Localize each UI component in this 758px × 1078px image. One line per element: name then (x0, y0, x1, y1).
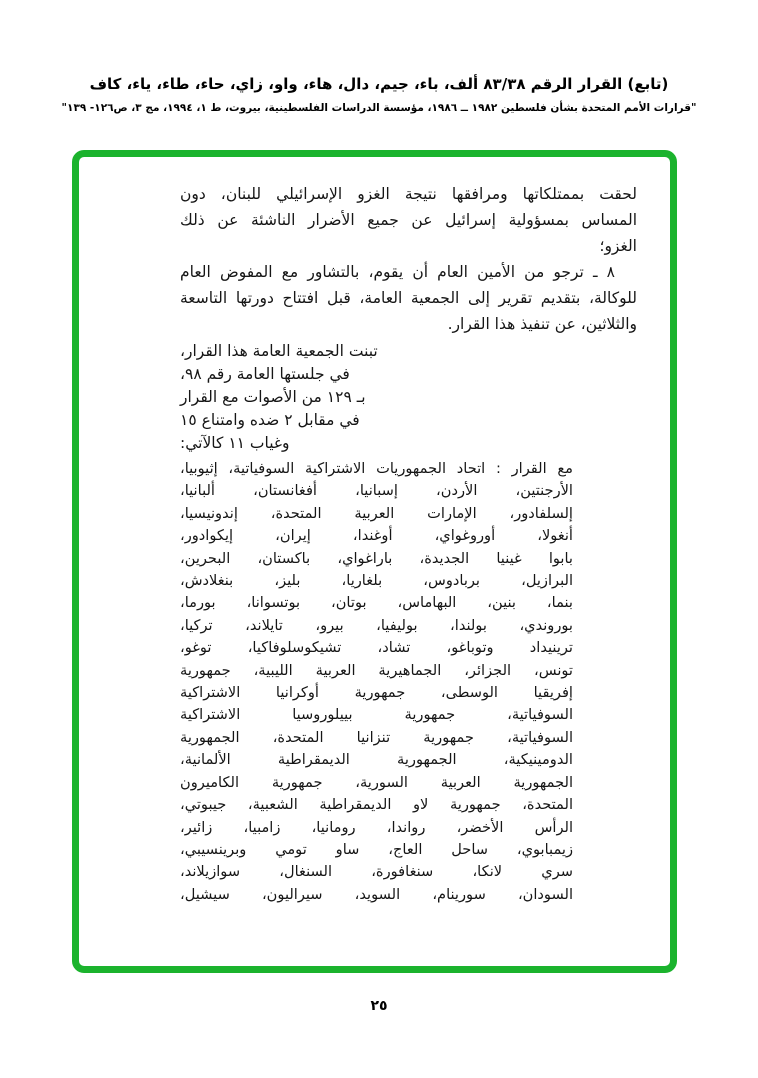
adoption-note-line: في مقابل ٢ ضده وامتناع ١٥ (180, 411, 360, 429)
adoption-note-line: تبنت الجمعية العامة هذا القرار، (180, 342, 378, 360)
country-list-line: إفريقيا الوسطى، جمهورية أوكرانيا الاشتراكية (180, 684, 573, 702)
country-list-line: ترينيداد وتوباغو، تشاد، تشيكوسلوفاكيا، توغو، (180, 639, 573, 657)
document-header (0, 75, 758, 114)
country-list-line: السودان، سورينام، السويد، سيراليون، سيشيل، (180, 885, 573, 903)
resolution-frame (72, 150, 677, 973)
paragraph-line: المساس بمسؤولية إسرائيل عن جميع الأضرار الناشئة عن ذلك (180, 211, 637, 229)
country-list-line: تونس، الجزائر، الجماهيرية العربية الليبية، جمهورية (180, 661, 573, 679)
country-list-line: الدومينيكية، الجمهورية الديمقراطية الألمانية، (180, 751, 573, 769)
country-list-line: الجمهورية العربية السورية، جمهورية الكاميرون (180, 773, 573, 791)
paragraph-8 (180, 259, 637, 337)
paragraph-line: والثلاثين، عن تنفيذ هذا القرار. (447, 315, 637, 333)
adoption-note-line: وغياب ١١ كالآتي: (180, 434, 290, 452)
paragraph-line: للوكالة، بتقديم تقرير إلى الجمعية العامة، قبل افتتاح دورتها التاسعة (180, 289, 637, 307)
country-list-line: السوفياتية، جمهورية بييلوروسيا الاشتراكية (180, 706, 573, 724)
country-list-line: أنغولا، أوروغواي، أوغندا، إيران، إيكوادور، (180, 527, 573, 545)
paragraph-line: لحقت بممتلكاتها ومرافقها نتيجة الغزو الإسرائيلي للبنان، دون (180, 185, 637, 203)
adoption-note-line: في جلستها العامة رقم ٩٨، (180, 365, 350, 383)
page-number: ٢٥ (370, 998, 388, 1014)
adoption-note (180, 340, 637, 455)
paragraph-continuation (180, 181, 637, 259)
page-title: (تابع) القرار الرقم ٨٣/٣٨ ألف، باء، جيم، دال، هاء، واو، زاي، حاء، طاء، ياء، كاف (89, 75, 669, 93)
country-list-line: البرازيل، بربادوس، بلغاريا، بليز، بنغلادش، (180, 572, 573, 590)
country-list-line: مع القرار : اتحاد الجمهوريات الاشتراكية السوفياتية، إثيوبيا، (180, 460, 573, 477)
country-list-line: إلسلفادور، الإمارات العربية المتحدة، إندونيسيا، (180, 504, 573, 522)
country-list-line: الأرجنتين، الأردن، إسبانيا، أفغانستان، ألبانيا، (180, 482, 573, 500)
country-list-line: الرأس الأخضر، رواندا، رومانيا، زامبيا، زائير، (180, 818, 573, 836)
adoption-note-line: بـ ١٢٩ من الأصوات مع القرار (180, 388, 366, 406)
paragraph-line: ٨ ـ ترجو من الأمين العام أن يقوم، بالتشاور مع المفوض العام (180, 263, 615, 281)
country-list-line: سري لانكا، سنغافورة، السنغال، سوازيلاند، (180, 863, 573, 881)
country-list-line: بوروندي، بولندا، بوليفيا، بيرو، تايلاند، تركيا، (180, 616, 573, 634)
country-list-line: بنما، بنين، البهاماس، بوتان، بوتسوانا، بورما، (180, 594, 573, 612)
country-list-line: السوفياتية، جمهورية تنزانيا المتحدة، الجمهورية (180, 728, 573, 746)
country-list-line: المتحدة، جمهورية لاو الديمقراطية الشعبية، جيبوتي، (180, 796, 573, 814)
citation-line: "قرارات الأمم المتحدة بشأن فلسطين ١٩٨٢ ــ ١٩٨٦، مؤسسة الدراسات الفلسطينية، بيروت، ط ١، ١٩٩٤، مج ٣، ص١٢٦- ١٣٩" (61, 102, 697, 114)
country-list-line: بابوا غينيا الجديدة، باراغواي، باكستان، البحرين، (180, 549, 573, 567)
paragraph-line: الغزو؛ (599, 237, 637, 255)
countries-list (180, 458, 637, 906)
country-list-line: زيمبابوي، ساحل العاج، ساو تومي وبرينسيبي، (180, 840, 573, 858)
